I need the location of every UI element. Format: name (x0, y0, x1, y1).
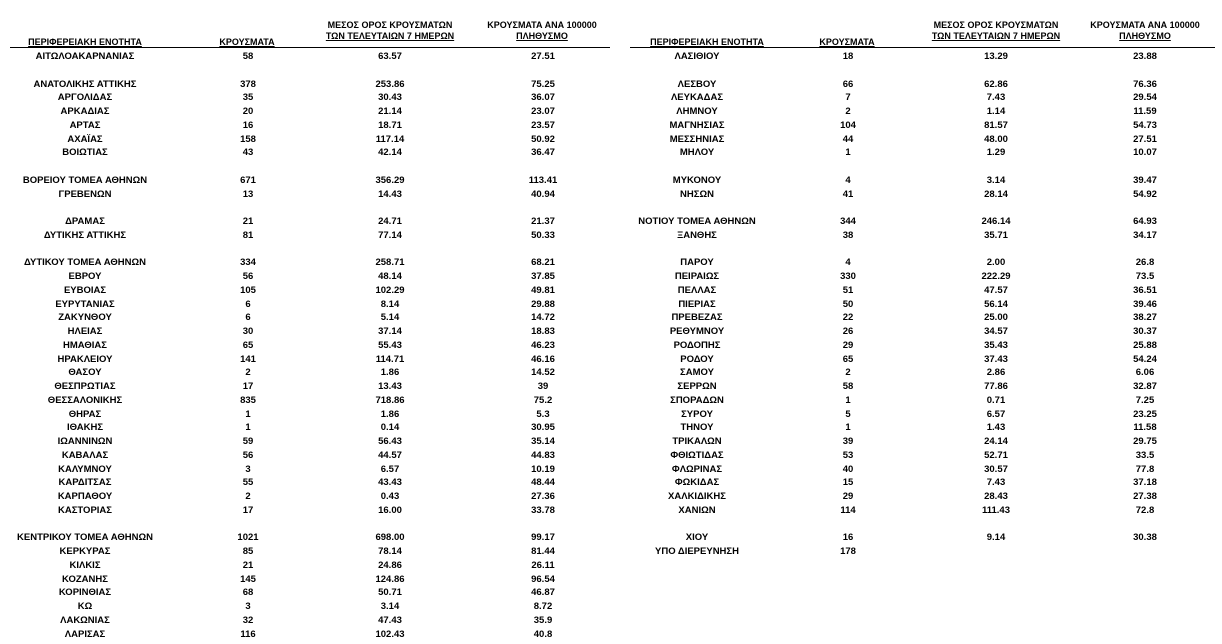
left-per100k-cell: 39 (537, 381, 549, 392)
right-region-cell: ΠΡΕΒΕΖΑΣ (671, 312, 723, 324)
right-per100k-cell: 11.59 (1133, 106, 1157, 117)
left-region-cell: ΑΡΤΑΣ (69, 119, 101, 131)
right-cases-cell: 38 (842, 229, 854, 241)
left-region-cell: ΒΟΡΕΙΟΥ ΤΟΜΕΑ ΑΘΗΝΩΝ (22, 174, 148, 186)
right-header-per100k-line2: ΠΛΗΘΥΣΜΟ (1119, 31, 1171, 41)
right-per100k-cell: 30.38 (1133, 532, 1157, 544)
left-per100k-cell: 75.25 (531, 78, 555, 90)
right-cases-cell: 2 (845, 367, 851, 379)
right-region-cell: ΜΗΛΟΥ (679, 147, 715, 159)
left-per100k-cell: 29.88 (531, 298, 555, 310)
left-per100k-cell: 49.81 (531, 284, 555, 296)
right-cases-cell: 40 (842, 463, 854, 475)
left-cases-cell: 68 (242, 587, 254, 599)
left-cases-cell: 6 (245, 298, 251, 310)
left-avg7-cell: 24.86 (378, 559, 402, 571)
right-region-cell: ΜΑΓΝΗΣΙΑΣ (669, 119, 725, 131)
left-cases-cell: 59 (242, 436, 254, 447)
left-cases-cell: 2 (245, 367, 251, 379)
right-per100k-cell: 29.75 (1133, 436, 1157, 447)
right-cases-cell: 29 (842, 339, 854, 351)
right-region-cell: ΛΕΣΒΟΥ (677, 78, 717, 90)
left-avg7-cell: 18.71 (378, 119, 402, 131)
left-avg7-cell: 1.86 (380, 408, 400, 420)
left-avg7-cell: 16.00 (378, 504, 402, 516)
left-per100k-cell: 23.57 (531, 119, 555, 131)
right-per100k-cell: 37.18 (1133, 477, 1157, 489)
left-region-cell: ΑΝΑΤΟΛΙΚΗΣ ΑΤΤΙΚΗΣ (33, 78, 137, 90)
left-per100k-cell: 44.83 (531, 449, 555, 461)
left-avg7-cell: 48.14 (378, 271, 402, 282)
left-region-cell: ΑΙΤΩΛΟΑΚΑΡΝΑΝΙΑΣ (35, 51, 135, 62)
right-cases-cell: 2 (845, 106, 851, 117)
left-avg7-cell: 124.86 (375, 573, 405, 585)
left-per100k-cell: 35.9 (533, 614, 553, 626)
left-region-cell: ΚΟΖΑΝΗΣ (62, 573, 108, 585)
right-avg7-cell: 28.14 (984, 188, 1008, 200)
left-cases-cell: 56 (242, 449, 254, 461)
right-region-cell: ΛΕΥΚΑΔΑΣ (670, 92, 724, 104)
right-avg7-cell: 7.43 (986, 92, 1006, 104)
right-cases-cell: 22 (842, 312, 854, 324)
left-cases-cell: 58 (242, 51, 254, 62)
left-per100k-cell: 26.11 (531, 559, 555, 571)
right-avg7-cell: 81.57 (984, 119, 1008, 131)
right-avg7-cell: 62.86 (984, 78, 1008, 90)
left-region-cell: ΚΟΡΙΝΘΙΑΣ (58, 587, 112, 599)
left-per100k-cell: 27.36 (531, 491, 555, 502)
right-cases-cell: 178 (840, 546, 856, 557)
right-cases-cell: 4 (845, 174, 851, 186)
left-cases-cell: 13 (242, 188, 254, 200)
left-per100k-cell: 75.2 (533, 394, 553, 406)
right-header-avg-line2: ΤΩΝ ΤΕΛΕΥΤΑΙΩΝ 7 ΗΜΕΡΩΝ (931, 31, 1061, 41)
left-cases-cell: 671 (240, 174, 256, 186)
left-cases-cell: 3 (245, 601, 251, 612)
right-region-cell: ΧΑΛΚΙΔΙΚΗΣ (668, 491, 726, 502)
left-cases-cell: 835 (240, 394, 256, 406)
left-region-cell: ΗΡΑΚΛΕΙΟΥ (57, 353, 113, 365)
right-per100k-cell: 54.92 (1133, 188, 1157, 200)
left-avg7-cell: 102.43 (375, 628, 405, 640)
right-avg7-cell: 9.14 (986, 532, 1006, 544)
right-cases-cell: 44 (842, 133, 854, 145)
left-per100k-cell: 99.17 (531, 532, 555, 544)
left-region-cell: ΔΡΑΜΑΣ (65, 216, 105, 227)
right-cases-cell: 104 (840, 119, 856, 131)
left-region-cell: ΒΟΙΩΤΙΑΣ (62, 147, 108, 159)
right-avg7-cell: 24.14 (984, 436, 1008, 447)
right-cases-cell: 344 (840, 216, 856, 227)
left-per100k-cell: 23.07 (531, 106, 555, 117)
left-per100k-cell: 46.16 (531, 353, 555, 365)
left-per100k-cell: 8.72 (533, 601, 553, 612)
right-per100k-cell: 77.8 (1135, 463, 1155, 475)
left-header-rule (10, 47, 610, 48)
right-cases-cell: 65 (842, 353, 854, 365)
left-region-cell: ΚΑΛΥΜΝΟΥ (58, 463, 112, 475)
right-region-cell: ΠΑΡΟΥ (680, 257, 714, 269)
right-region-cell: ΝΟΤΙΟΥ ΤΟΜΕΑ ΑΘΗΝΩΝ (638, 216, 756, 227)
right-header-per100k-line1: ΚΡΟΥΣΜΑΤΑ ΑΝΑ 100000 (1090, 20, 1200, 30)
right-per100k-cell: 32.87 (1133, 381, 1157, 392)
right-avg7-cell: 47.57 (984, 284, 1008, 296)
left-header-per100k-line1: ΚΡΟΥΣΜΑΤΑ ΑΝΑ 100000 (487, 20, 597, 30)
left-region-cell: ΑΡΓΟΛΙΔΑΣ (57, 92, 113, 104)
left-per100k-cell: 46.23 (531, 339, 555, 351)
right-avg7-cell: 0.71 (986, 394, 1006, 406)
left-avg7-cell: 8.14 (380, 298, 400, 310)
left-avg7-cell: 114.71 (375, 353, 405, 365)
right-cases-cell: 16 (842, 532, 854, 544)
left-cases-cell: 116 (240, 628, 256, 640)
left-region-cell: ΗΜΑΘΙΑΣ (63, 339, 107, 351)
left-per100k-cell: 68.21 (531, 257, 555, 269)
right-avg7-cell: 6.57 (986, 408, 1006, 420)
left-region-cell: ΕΒΡΟΥ (68, 271, 102, 282)
left-avg7-cell: 78.14 (378, 546, 402, 557)
right-region-cell: ΤΗΝΟΥ (680, 422, 714, 434)
left-cases-cell: 17 (242, 381, 254, 392)
left-region-cell: ΓΡΕΒΕΝΩΝ (58, 188, 112, 200)
right-avg7-cell: 48.00 (984, 133, 1008, 145)
right-avg7-cell: 1.43 (986, 422, 1006, 434)
left-region-cell: ΔΥΤΙΚΗΣ ΑΤΤΙΚΗΣ (43, 229, 127, 241)
left-avg7-cell: 44.57 (378, 449, 402, 461)
left-avg7-cell: 13.43 (378, 381, 402, 392)
left-cases-cell: 105 (240, 284, 256, 296)
right-per100k-cell: 76.36 (1133, 78, 1157, 90)
left-avg7-cell: 258.71 (375, 257, 405, 269)
left-per100k-cell: 21.37 (531, 216, 555, 227)
right-avg7-cell: 2.86 (986, 367, 1006, 379)
right-avg7-cell: 25.00 (984, 312, 1008, 324)
left-region-cell: ΘΕΣΣΑΛΟΝΙΚΗΣ (47, 394, 123, 406)
right-per100k-cell: 27.51 (1133, 133, 1157, 145)
right-avg7-cell: 30.57 (984, 463, 1008, 475)
left-cases-cell: 1021 (237, 532, 259, 544)
right-header-region: ΠΕΡΙΦΕΡΕΙΑΚΗ ΕΝΟΤΗΤΑ (650, 37, 764, 47)
right-region-cell: ΥΠΟ ΔΙΕΡΕΥΝΗΣΗ (655, 546, 739, 557)
left-cases-cell: 85 (242, 546, 254, 557)
left-per100k-cell: 40.8 (533, 628, 553, 640)
right-cases-cell: 18 (842, 51, 854, 62)
right-avg7-cell: 2.00 (986, 257, 1006, 269)
right-avg7-cell: 77.86 (984, 381, 1008, 392)
left-avg7-cell: 6.57 (380, 463, 400, 475)
left-avg7-cell: 0.14 (380, 422, 400, 434)
right-per100k-cell: 6.06 (1135, 367, 1155, 379)
left-region-cell: ΛΑΡΙΣΑΣ (64, 628, 106, 640)
left-region-cell: ΔΥΤΙΚΟΥ ΤΟΜΕΑ ΑΘΗΝΩΝ (24, 257, 146, 269)
left-region-cell: ΑΡΚΑΔΙΑΣ (60, 106, 110, 117)
right-region-cell: ΦΩΚΙΔΑΣ (674, 477, 720, 489)
left-avg7-cell: 55.43 (378, 339, 402, 351)
right-avg7-cell: 111.43 (981, 504, 1011, 516)
right-cases-cell: 114 (840, 504, 856, 516)
left-per100k-cell: 18.83 (531, 326, 555, 337)
right-region-cell: ΛΗΜΝΟΥ (676, 106, 718, 117)
left-avg7-cell: 77.14 (378, 229, 402, 241)
right-avg7-cell: 1.29 (986, 147, 1006, 159)
left-cases-cell: 16 (242, 119, 254, 131)
left-avg7-cell: 37.14 (378, 326, 402, 337)
right-region-cell: ΡΟΔΟΥ (680, 353, 714, 365)
left-per100k-cell: 46.87 (531, 587, 555, 599)
left-cases-cell: 145 (240, 573, 256, 585)
left-avg7-cell: 1.86 (380, 367, 400, 379)
left-avg7-cell: 0.43 (380, 491, 400, 502)
right-avg7-cell: 1.14 (986, 106, 1006, 117)
left-region-cell: ΘΑΣΟΥ (68, 367, 102, 379)
left-avg7-cell: 253.86 (375, 78, 405, 90)
right-cases-cell: 1 (845, 422, 851, 434)
right-per100k-cell: 25.88 (1133, 339, 1157, 351)
left-per100k-cell: 40.94 (531, 188, 555, 200)
right-region-cell: ΧΙΟΥ (685, 532, 709, 544)
right-per100k-cell: 39.47 (1133, 174, 1157, 186)
right-cases-cell: 330 (840, 271, 856, 282)
right-region-cell: ΧΑΝΙΩΝ (678, 504, 716, 516)
left-avg7-cell: 30.43 (378, 92, 402, 104)
right-region-cell: ΜΥΚΟΝΟΥ (672, 174, 722, 186)
left-header-avg-line1: ΜΕΣΟΣ ΟΡΟΣ ΚΡΟΥΣΜΑΤΩΝ (327, 20, 453, 30)
right-cases-cell: 58 (842, 381, 854, 392)
right-region-cell: ΣΕΡΡΩΝ (677, 381, 717, 392)
right-per100k-cell: 33.5 (1135, 449, 1155, 461)
left-avg7-cell: 718.86 (375, 394, 405, 406)
left-avg7-cell: 102.29 (375, 284, 405, 296)
right-per100k-cell: 54.73 (1133, 119, 1157, 131)
left-avg7-cell: 24.71 (378, 216, 402, 227)
left-region-cell: ΘΕΣΠΡΩΤΙΑΣ (54, 381, 116, 392)
left-per100k-cell: 14.72 (531, 312, 555, 324)
right-per100k-cell: 64.93 (1133, 216, 1157, 227)
left-header-region: ΠΕΡΙΦΕΡΕΙΑΚΗ ΕΝΟΤΗΤΑ (28, 37, 142, 47)
right-region-cell: ΝΗΣΩΝ (680, 188, 714, 200)
right-cases-cell: 15 (842, 477, 854, 489)
left-cases-cell: 334 (240, 257, 256, 269)
left-region-cell: ΑΧΑΪΑΣ (67, 133, 103, 145)
left-per100k-cell: 35.14 (531, 436, 555, 447)
right-avg7-cell: 222.29 (981, 271, 1011, 282)
left-cases-cell: 43 (242, 147, 254, 159)
right-cases-cell: 5 (845, 408, 851, 420)
right-cases-cell: 39 (842, 436, 854, 447)
left-per100k-cell: 48.44 (531, 477, 555, 489)
right-region-cell: ΦΛΩΡΙΝΑΣ (671, 463, 723, 475)
right-cases-cell: 66 (842, 78, 854, 90)
left-header-per100k-line2: ΠΛΗΘΥΣΜΟ (516, 31, 568, 41)
left-cases-cell: 21 (242, 216, 254, 227)
left-region-cell: ΚΩ (77, 601, 93, 612)
left-avg7-cell: 63.57 (378, 51, 402, 62)
right-per100k-cell: 23.88 (1133, 51, 1157, 62)
right-cases-cell: 29 (842, 491, 854, 502)
right-per100k-cell: 34.17 (1133, 229, 1157, 241)
left-cases-cell: 81 (242, 229, 254, 241)
left-region-cell: ΙΩΑΝΝΙΝΩΝ (57, 436, 113, 447)
right-avg7-cell: 56.14 (984, 298, 1008, 310)
right-cases-cell: 41 (842, 188, 854, 200)
left-cases-cell: 2 (245, 491, 251, 502)
right-per100k-cell: 30.37 (1133, 326, 1157, 337)
right-region-cell: ΜΕΣΣΗΝΙΑΣ (669, 133, 725, 145)
right-per100k-cell: 29.54 (1133, 92, 1157, 104)
right-avg7-cell: 52.71 (984, 449, 1008, 461)
right-avg7-cell: 28.43 (984, 491, 1008, 502)
left-region-cell: ΚΕΝΤΡΙΚΟΥ ΤΟΜΕΑ ΑΘΗΝΩΝ (17, 532, 153, 544)
right-per100k-cell: 73.5 (1135, 271, 1155, 282)
right-avg7-cell: 13.29 (984, 51, 1008, 62)
left-cases-cell: 65 (242, 339, 254, 351)
left-region-cell: ΖΑΚΥΝΘΟΥ (58, 312, 112, 324)
right-avg7-cell: 35.71 (984, 229, 1008, 241)
left-avg7-cell: 43.43 (378, 477, 402, 489)
left-region-cell: ΚΙΛΚΙΣ (69, 559, 101, 571)
right-region-cell: ΣΑΜΟΥ (680, 367, 714, 379)
right-per100k-cell: 26.8 (1135, 257, 1155, 269)
left-cases-cell: 3 (245, 463, 251, 475)
right-region-cell: ΠΙΕΡΙΑΣ (678, 298, 716, 310)
right-region-cell: ΞΑΝΘΗΣ (677, 229, 717, 241)
left-per100k-cell: 96.54 (531, 573, 555, 585)
left-per100k-cell: 5.3 (536, 408, 550, 420)
right-per100k-cell: 27.38 (1133, 491, 1157, 502)
left-per100k-cell: 37.85 (531, 271, 555, 282)
left-region-cell: ΚΕΡΚΥΡΑΣ (59, 546, 111, 557)
left-per100k-cell: 50.92 (531, 133, 555, 145)
left-cases-cell: 30 (242, 326, 254, 337)
left-region-cell: ΗΛΕΙΑΣ (67, 326, 103, 337)
right-avg7-cell: 246.14 (981, 216, 1011, 227)
left-cases-cell: 21 (242, 559, 254, 571)
right-per100k-cell: 54.24 (1133, 353, 1157, 365)
left-region-cell: ΙΘΑΚΗΣ (66, 422, 104, 434)
left-cases-cell: 17 (242, 504, 254, 516)
right-region-cell: ΤΡΙΚΑΛΩΝ (672, 436, 722, 447)
right-per100k-cell: 36.51 (1133, 284, 1157, 296)
left-per100k-cell: 33.78 (531, 504, 555, 516)
left-per100k-cell: 113.41 (528, 174, 558, 186)
right-cases-cell: 1 (845, 394, 851, 406)
right-region-cell: ΣΠΟΡΑΔΩΝ (670, 394, 724, 406)
left-cases-cell: 378 (240, 78, 256, 90)
left-per100k-cell: 27.51 (531, 51, 555, 62)
left-region-cell: ΚΑΣΤΟΡΙΑΣ (58, 504, 112, 516)
right-region-cell: ΡΕΘΥΜΝΟΥ (669, 326, 725, 337)
right-cases-cell: 1 (845, 147, 851, 159)
left-per100k-cell: 14.52 (531, 367, 555, 379)
left-avg7-cell: 356.29 (375, 174, 405, 186)
left-per100k-cell: 36.07 (531, 92, 555, 104)
left-region-cell: ΕΥΡΥΤΑΝΙΑΣ (55, 298, 115, 310)
left-avg7-cell: 3.14 (380, 601, 400, 612)
left-header-cases: ΚΡΟΥΣΜΑΤΑ (219, 37, 275, 47)
left-avg7-cell: 698.00 (375, 532, 405, 544)
left-avg7-cell: 14.43 (378, 188, 402, 200)
left-cases-cell: 35 (242, 92, 254, 104)
left-avg7-cell: 21.14 (378, 106, 402, 117)
right-cases-cell: 53 (842, 449, 854, 461)
right-cases-cell: 50 (842, 298, 854, 310)
left-region-cell: ΚΑΒΑΛΑΣ (61, 449, 109, 461)
left-region-cell: ΚΑΡΔΙΤΣΑΣ (58, 477, 112, 489)
left-cases-cell: 20 (242, 106, 254, 117)
right-avg7-cell: 7.43 (986, 477, 1006, 489)
left-per100k-cell: 30.95 (531, 422, 555, 434)
right-cases-cell: 51 (842, 284, 854, 296)
right-avg7-cell: 3.14 (986, 174, 1006, 186)
right-header-rule (630, 47, 1215, 48)
right-region-cell: ΠΕΙΡΑΙΩΣ (674, 271, 720, 282)
right-per100k-cell: 10.07 (1133, 147, 1157, 159)
left-avg7-cell: 117.14 (375, 133, 405, 145)
right-header-avg-line1: ΜΕΣΟΣ ΟΡΟΣ ΚΡΟΥΣΜΑΤΩΝ (933, 20, 1059, 30)
left-per100k-cell: 10.19 (531, 463, 555, 475)
left-cases-cell: 141 (240, 353, 256, 365)
right-region-cell: ΣΥΡΟΥ (681, 408, 713, 420)
left-avg7-cell: 56.43 (378, 436, 402, 447)
left-per100k-cell: 81.44 (531, 546, 555, 557)
right-avg7-cell: 37.43 (984, 353, 1008, 365)
right-cases-cell: 7 (845, 92, 851, 104)
left-cases-cell: 55 (242, 477, 254, 489)
right-region-cell: ΦΘΙΩΤΙΔΑΣ (670, 449, 724, 461)
left-avg7-cell: 5.14 (380, 312, 400, 324)
left-cases-cell: 1 (245, 422, 251, 434)
right-avg7-cell: 35.43 (984, 339, 1008, 351)
right-per100k-cell: 11.58 (1133, 422, 1157, 434)
right-per100k-cell: 38.27 (1133, 312, 1157, 324)
left-region-cell: ΚΑΡΠΑΘΟΥ (57, 491, 113, 502)
left-avg7-cell: 47.43 (378, 614, 402, 626)
right-per100k-cell: 7.25 (1135, 394, 1155, 406)
right-per100k-cell: 39.46 (1133, 298, 1157, 310)
right-region-cell: ΠΕΛΛΑΣ (677, 284, 717, 296)
right-region-cell: ΛΑΣΙΘΙΟΥ (674, 51, 720, 62)
left-cases-cell: 6 (245, 312, 251, 324)
right-per100k-cell: 72.8 (1135, 504, 1155, 516)
right-header-cases: ΚΡΟΥΣΜΑΤΑ (819, 37, 875, 47)
left-avg7-cell: 42.14 (378, 147, 402, 159)
left-cases-cell: 1 (245, 408, 251, 420)
left-cases-cell: 56 (242, 271, 254, 282)
right-avg7-cell: 34.57 (984, 326, 1008, 337)
left-header-avg-line2: ΤΩΝ ΤΕΛΕΥΤΑΙΩΝ 7 ΗΜΕΡΩΝ (325, 31, 455, 41)
left-per100k-cell: 36.47 (531, 147, 555, 159)
left-per100k-cell: 50.33 (531, 229, 555, 241)
left-cases-cell: 158 (240, 133, 256, 145)
left-cases-cell: 32 (242, 614, 254, 626)
right-cases-cell: 26 (842, 326, 854, 337)
right-cases-cell: 4 (845, 257, 851, 269)
right-per100k-cell: 23.25 (1133, 408, 1157, 420)
left-region-cell: ΕΥΒΟΙΑΣ (63, 284, 107, 296)
right-region-cell: ΡΟΔΟΠΗΣ (673, 339, 721, 351)
left-region-cell: ΘΗΡΑΣ (68, 408, 102, 420)
left-avg7-cell: 50.71 (378, 587, 402, 599)
left-region-cell: ΛΑΚΩΝΙΑΣ (60, 614, 110, 626)
